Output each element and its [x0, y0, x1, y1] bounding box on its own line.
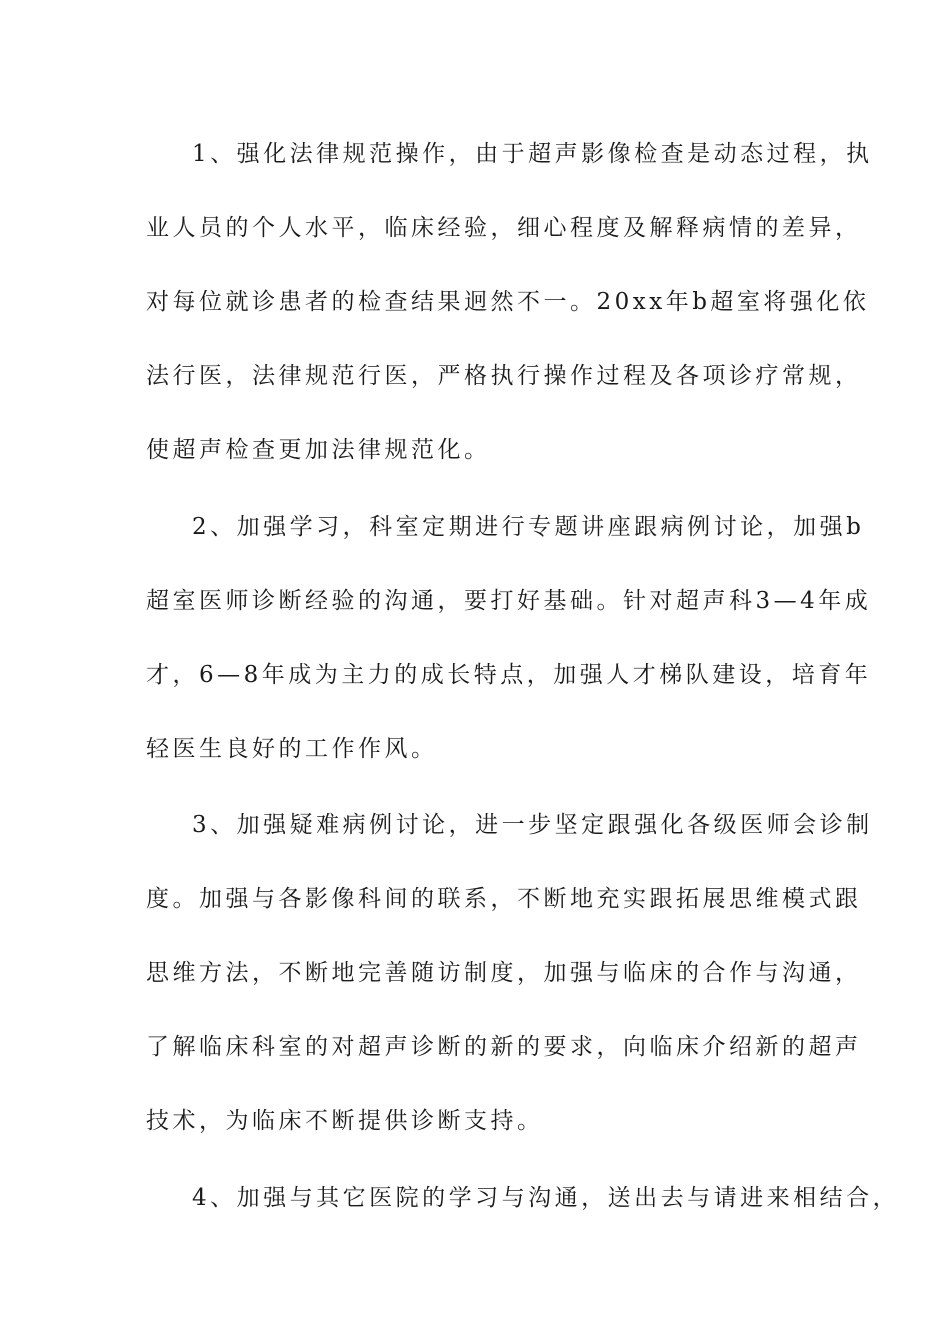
paragraph-1-line-2: 业人员的个人水平，临床经验，细心程度及解释病情的差异， — [146, 215, 862, 241]
paragraph-2-line-2: 超室医师诊断经验的沟通，要打好基础。针对超声科3—4年成 — [146, 588, 872, 614]
paragraph-1-line-3: 对每位就诊患者的检查结果迥然不一。20xx年b超室将强化依 — [146, 289, 870, 315]
paragraph-3-line-4: 了解临床科室的对超声诊断的新的要求，向临床介绍新的超声 — [146, 1034, 862, 1060]
paragraph-3-line-2: 度。加强与各影像科间的联系，不断地充实跟拓展思维模式跟 — [146, 886, 862, 912]
paragraph-3-line-5: 技术，为临床不断提供诊断支持。 — [146, 1108, 544, 1134]
paragraph-2-line-3: 才，6—8年成为主力的成长特点，加强人才梯队建设，培育年 — [146, 662, 872, 688]
paragraph-1-line-1: 1、强化法律规范操作，由于超声影像检查是动态过程，执 — [192, 141, 873, 167]
paragraph-2-line-4: 轻医生良好的工作作风。 — [146, 736, 438, 762]
paragraph-2-line-1: 2、加强学习，科室定期进行专题讲座跟病例讨论，加强b — [192, 514, 865, 540]
paragraph-1-line-4: 法行医，法律规范行医，严格执行操作过程及各项诊疗常规， — [146, 363, 862, 389]
paragraph-3-line-1: 3、加强疑难病例讨论，进一步坚定跟强化各级医师会诊制 — [192, 812, 873, 838]
paragraph-3-line-3: 思维方法，不断地完善随访制度，加强与临床的合作与沟通， — [146, 960, 862, 986]
paragraph-1-line-5: 使超声检查更加法律规范化。 — [146, 437, 491, 463]
paragraph-4-line-1: 4、加强与其它医院的学习与沟通，送出去与请进来相结合， — [192, 1185, 900, 1211]
